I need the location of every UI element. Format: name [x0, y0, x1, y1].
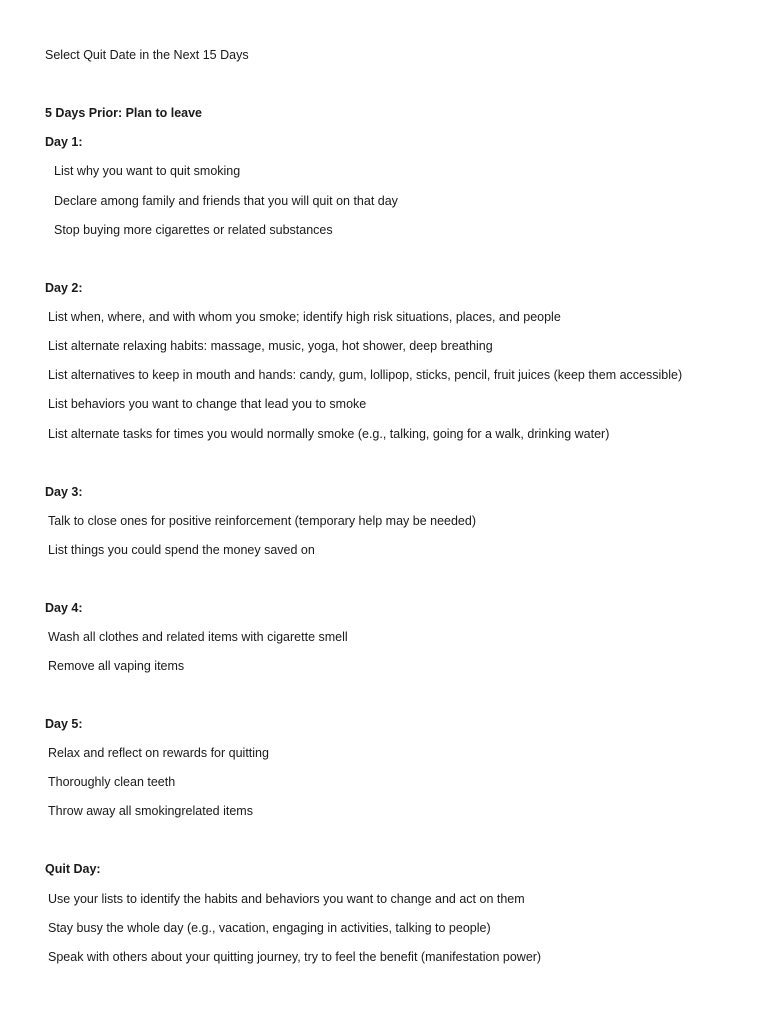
list-item: List why you want to quit smoking: [54, 164, 241, 178]
plan-heading: 5 Days Prior: Plan to leave: [45, 106, 203, 120]
list-item: Use your lists to identify the habits and behaviors you want to change and act on them: [48, 892, 525, 906]
list-item: List things you could spend the money saved on: [48, 543, 315, 557]
day4-heading: Day 4:: [45, 601, 83, 615]
list-item: List alternate relaxing habits: massage, music, yoga, hot shower, deep breathing: [48, 339, 493, 353]
list-item: List behaviors you want to change that lead you to smoke: [48, 397, 367, 411]
list-item: Declare among family and friends that you will quit on that day: [54, 194, 398, 208]
list-item: Stop buying more cigarettes or related substances: [54, 223, 333, 237]
day5-heading: Day 5:: [45, 717, 83, 731]
day1-heading: Day 1:: [45, 135, 83, 149]
quit-day-heading: Quit Day:: [45, 862, 101, 876]
list-item: Wash all clothes and related items with cigarette smell: [48, 630, 348, 644]
list-item: List alternatives to keep in mouth and hands: candy, gum, lollipop, sticks, pencil, fruit juices (keep them accessible): [48, 368, 683, 382]
list-item: List when, where, and with whom you smoke; identify high risk situations, places, and people: [48, 310, 561, 324]
list-item: Throw away all smokingrelated items: [48, 804, 253, 818]
list-item: Stay busy the whole day (e.g., vacation, engaging in activities, talking to people): [48, 921, 491, 935]
list-item: Speak with others about your quitting journey, try to feel the benefit (manifestation power): [48, 950, 542, 964]
list-item: Remove all vaping items: [48, 659, 185, 673]
list-item: Relax and reflect on rewards for quitting: [48, 746, 269, 760]
list-item: Thoroughly clean teeth: [48, 775, 176, 789]
day2-heading: Day 2:: [45, 281, 83, 295]
day3-heading: Day 3:: [45, 485, 83, 499]
document-title: Select Quit Date in the Next 15 Days: [45, 48, 249, 62]
list-item: List alternate tasks for times you would normally smoke (e.g., talking, going for a walk, drinking water): [48, 427, 610, 441]
list-item: Talk to close ones for positive reinforcement (temporary help may be needed): [48, 514, 476, 528]
